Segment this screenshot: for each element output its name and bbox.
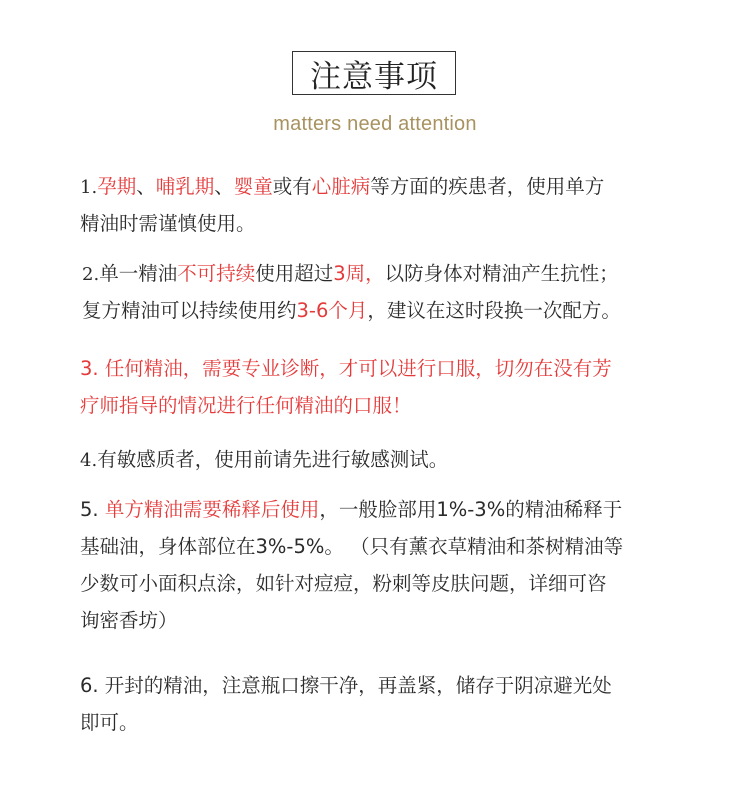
text-segment: ，一般脸部用1%-3%的精油稀释于	[319, 498, 623, 521]
notice-item-5	[80, 491, 670, 639]
page-title: 注意事项	[292, 51, 456, 95]
notice-item-6	[80, 667, 670, 741]
highlight-text: 3-6个月	[296, 299, 368, 322]
notice-item-4-line-1	[80, 441, 670, 478]
notice-item-6-line-2: 即可。	[80, 711, 139, 734]
highlight-text: 孕期	[97, 175, 137, 198]
text-segment: 有敏感质者，使用前请先进行敏感测试。	[97, 448, 449, 471]
text-segment: 5.	[80, 498, 105, 521]
notice-item-5-line-3: 少数可小面积点涂，如针对痘痘，粉刺等皮肤问题，详细可咨	[80, 572, 607, 595]
highlight-text: 单方精油需要稀释后使用	[104, 498, 320, 521]
item-number: 1.	[80, 177, 98, 198]
text-segment: 等方面的疾患者，使用单方	[370, 175, 605, 198]
text-segment: 使用超过	[255, 262, 334, 285]
notice-item-3-line-1: 3. 任何精油，需要专业诊断，才可以进行口服，切勿在没有芳	[80, 357, 612, 380]
notice-item-1-line-1	[80, 168, 670, 205]
highlight-text: 3周，	[333, 262, 385, 285]
text-segment: ，建议在这时段换一次配方。	[367, 299, 621, 322]
text-segment: 、	[136, 175, 156, 198]
notice-item-1-line-2: 精油时需谨慎使用。	[80, 212, 256, 235]
item-number: 4.	[80, 450, 98, 471]
page-subtitle: matters need attention	[273, 113, 477, 135]
highlight-text: 哺乳期	[155, 175, 215, 198]
text-segment: 或有	[272, 175, 312, 198]
highlight-text: 不可持续	[177, 262, 256, 285]
notice-item-2-line-1	[82, 255, 672, 292]
notice-item-6-line-1: 6. 开封的精油，注意瓶口擦干净，再盖紧，储存于阴凉避光处	[80, 674, 612, 697]
notice-item-2	[82, 255, 672, 329]
notice-item-2-line-2	[82, 292, 672, 329]
text-segment: 以防身体对精油产生抗性；	[384, 262, 619, 285]
text-segment: 、	[214, 175, 234, 198]
text-segment: 单一精油	[99, 262, 178, 285]
notice-item-3	[80, 350, 670, 424]
notice-item-5-line-4: 询密香坊）	[80, 609, 178, 632]
highlight-text: 心脏病	[311, 175, 371, 198]
notice-item-4	[80, 441, 670, 478]
highlight-text: 婴童	[233, 175, 273, 198]
notice-item-3-line-2: 疗师指导的情况进行任何精油的口服！	[80, 394, 412, 417]
text-segment: 复方精油可以持续使用约	[82, 299, 297, 322]
notice-item-5-line-2: 基础油，身体部位在3%-5%。 （只有薰衣草精油和茶树精油等	[80, 535, 624, 558]
notice-item-5-line-1	[80, 491, 670, 528]
item-number: 2.	[82, 264, 100, 285]
notice-item-1	[80, 168, 670, 242]
